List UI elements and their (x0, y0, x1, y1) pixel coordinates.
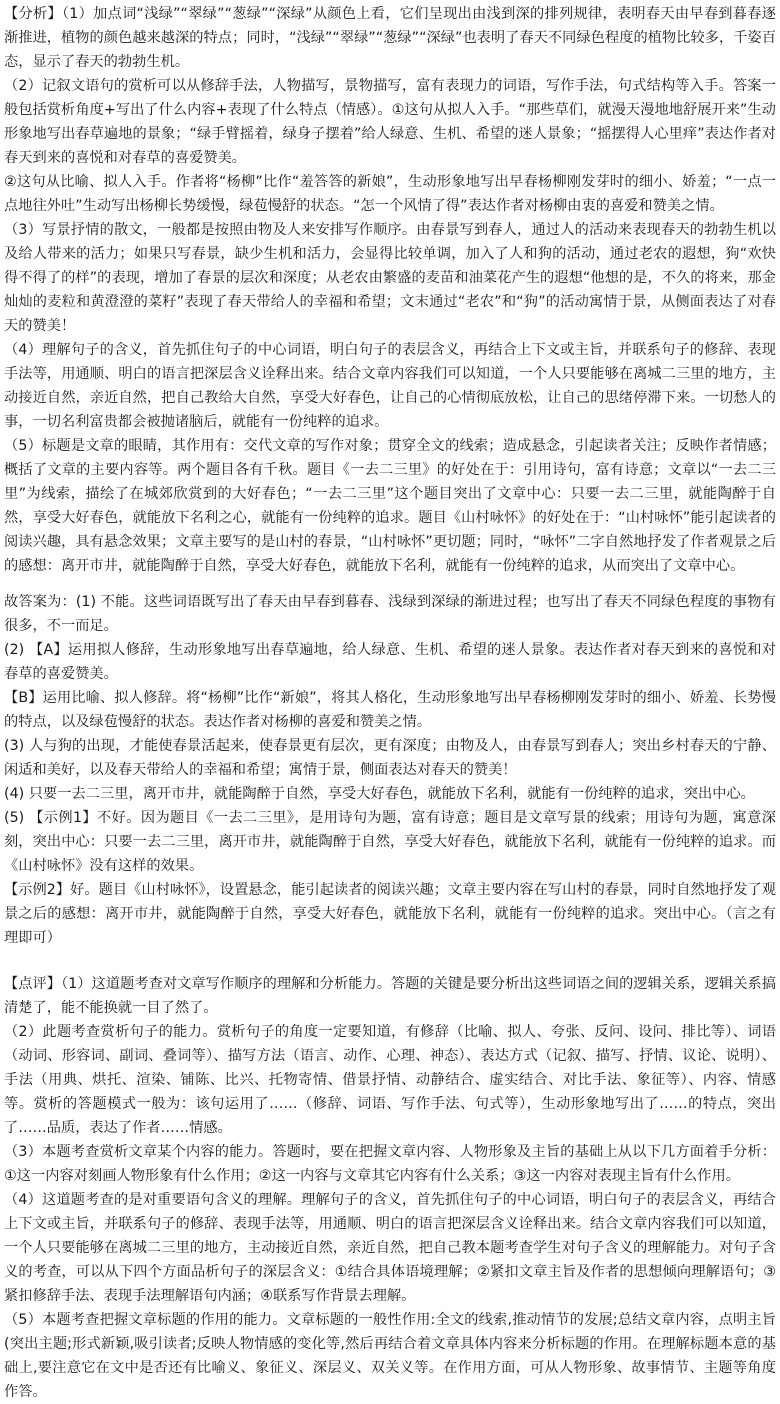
answer-paragraph-4: (3) 人与狗的出现，才能使春景活起来，使春景更有层次，更有深度；由物及人，由春景写到春人；突出乡村春天的宁静、闲适和美好，以及春天带给人的幸福和希望；寓情于景，侧面表达对春天的赞美！ (4, 738, 776, 778)
section-spacer (4, 578, 776, 590)
analysis-paragraph-3: ②这句从比喻、拟人入手。作者将“杨柳”比作“羞答答的新娘”，生动形象地写出早春杨柳刚发芽时的细小、娇羞；“一点一点地往外吐”生动写出杨柳长势缓慢，绿苞慢舒的状态。“怎一个风情了得”表达作者对杨柳由衷的喜爱和赞美之情。 (4, 174, 776, 214)
review-paragraph-1: 【点评】（1）这道题考查对文章写作顺序的理解和分析能力。答题的关键是要分析出这些词语之间的逻辑关系，逻辑关系搞清楚了，能不能换就一目了然了。 (4, 976, 776, 1016)
analysis-section (4, 2, 776, 578)
analysis-paragraph-4: （3）写景抒情的散文，一般都是按照由物及人来安排写作顺序。由春景写到春人，通过人的活动来表现春天的勃勃生机以及给人带来的活力；如果只写春景，缺少生机和活力，会显得比较单调，加入了人和狗的活动，通过老农的遐想，狗“欢快得不得了的样”的表现，增加了春景的层次和深度；从老农由繁盛的麦苗和油菜花产生的遐想“他想的是，不久的将来，那金灿灿的麦粒和黄澄澄的菜籽”表现了春天带给人的幸福和希望；文末通过“老农”和“狗”的活动寓情于景，从侧面表达了对春天的赞美！ (4, 222, 776, 334)
answer-paragraph-3: 【B】运用比喻、拟人修辞。将“杨柳”比作“新娘”，将其人格化，生动形象地写出早春杨柳刚发芽时的细小、娇羞、长势慢的特点，以及绿苞慢舒的状态。表达作者对杨柳的喜爱和赞美之情。 (4, 690, 776, 730)
answers-section (4, 590, 776, 950)
review-paragraph-5: （5）本题考查把握文章标题的作用的能力。文章标题的一般性作用:全文的线索,推动情节的发展;总结文章内容，点明主旨(突出主题;形式新颖,吸引读者;反映人物情感的变化等,然后再结合着文章具体内容来分析标题的作用。在理解标题本意的基础上,要注意它在文中是否还有比喻义、象征义、深层义、双关义等。在作用方面，可从人物形象、故事情节、主题等角度作答。 (4, 1312, 776, 1400)
analysis-paragraph-6: （5）标题是文章的眼睛，其作用有：交代文章的写作对象；贯穿全文的线索；造成悬念，引起读者关注；反映作者情感；概括了文章的主要内容等。两个题目各有千秋。题目《一去二三里》的好处在于：引用诗句，富有诗意；文章以“一去二三里”为线索，描绘了在城郊欣赏到的大好春色；“一去二三里”这个题目突出了文章中心：只要一去二三里，就能陶醉于自然，享受大好春色，就能放下名利之心，就能有一份纯粹的追求。题目《山村咏怀》的好处在于：“山村咏怀”能引起读者的阅读兴趣，具有悬念效果；文章主要写的是山村的春景，“山村咏怀”更切题；同时，“咏怀”二字自然地抒发了作者观景之后的感想：离开市井，就能陶醉于自然，享受大好春色，就能放下名利，就能有一份纯粹的追求，从而突出了文章中心。 (4, 438, 776, 574)
review-section (4, 972, 776, 1404)
answer-paragraph-6: (5) 【示例1】不好。因为题目《一去二三里》，是用诗句为题，富有诗意；题目是文章写景的线索；用诗句为题，寓意深刻，突出中心：只要一去二三里，离开市井，就能陶醉于自然，享受大好春色，就能放下名利，就能有一份纯粹的追求。而《山村咏怀》没有这样的效果。 (4, 810, 776, 874)
analysis-paragraph-1: 【分析】（1）加点词“浅绿”“翠绿”“葱绿”“深绿”从颜色上看，它们呈现出由浅到深的排列规律，表明春天由早春到暮春逐渐推进，植物的颜色越来越深的特点；同时，“浅绿”“翠绿”“葱绿”“深绿”也表明了春天不同绿色程度的植物比较多，千姿百态，显示了春天的勃勃生机。 (4, 6, 776, 70)
answer-paragraph-2: (2) 【A】运用拟人修辞，生动形象地写出春草遍地，给人绿意、生机、希望的迷人景象。表达作者对春天到来的喜悦和对春草的喜爱赞美。 (4, 642, 776, 682)
section-spacer (4, 950, 776, 972)
answer-paragraph-1: 故答案为：(1) 不能。这些词语既写出了春天由早春到暮春、浅绿到深绿的渐进过程；也写出了春天不同绿色程度的事物有很多，不一而足。 (4, 594, 776, 634)
answer-paragraph-7: 【示例2】好。题目《山村咏怀》，设置悬念，能引起读者的阅读兴趣；文章主要内容在写山村的春景，同时自然地抒发了观景之后的感想：离开市井，就能陶醉于自然，享受大好春色，就能放下名利，就能有一份纯粹的追求。突出中心。（言之有理即可） (4, 882, 776, 946)
analysis-paragraph-5: （4）理解句子的含义，首先抓住句子的中心词语，明白句子的表层含义，再结合上下文或主旨，并联系句子的修辞、表现手法等，用通顺、明白的语言把深层含义诠释出来。结合文章内容我们可以知道，一个人只要能够在离城二三里的地方，主动接近自然，亲近自然，把自己教给大自然，享受大好春色，让自己的心情彻底放松，让自己的思绪停滞下来。一切愁人的事，一切名利富贵都会被抛诸脑后，就能有一份纯粹的追求。 (4, 342, 776, 430)
review-paragraph-4: （4）这道题考查的是对重要语句含义的理解。理解句子的含义，首先抓住句子的中心词语，明白句子的表层含义，再结合上下文或主旨，并联系句子的修辞、表现手法等，用通顺、明白的语言把深层含义诠释出来。结合文章内容我们可以知道，一个人只要能够在离城二三里的地方，主动接近自然，亲近自然，把自己教本题考查学生对句子含义的理解能力。对句子含义的考查，可以从下四个方面品析句子的深层含义：①结合具体语境理解；②紧扣文章主旨及作者的思想倾向理解语句；③紧扣修辞手法、表现手法理解语句内涵；④联系写作背景去理解。 (4, 1192, 776, 1304)
review-paragraph-3: （3）本题考查赏析文章某个内容的能力。答题时，要在把握文章内容、人物形象及主旨的基础上从以下几方面着手分析：①这一内容对刻画人物形象有什么作用；②这一内容与文章其它内容有什么关系；③这一内容对表现主旨有什么作用。 (4, 1144, 776, 1184)
answer-paragraph-5: (4) 只要一去二三里，离开市井，就能陶醉于自然，享受大好春色，就能放下名利，就能有一份纯粹的追求，突出中心。 (4, 786, 755, 802)
review-paragraph-2: （2）此题考查赏析句子的能力。赏析句子的角度一定要知道，有修辞（比喻、拟人、夸张、反问、设问、排比等）、词语（动词、形容词、副词、叠词等）、描写方法（语言、动作、心理、神态）、表达方式（记叙、描写、抒情、议论、说明）、手法（用典、烘托、渲染、铺陈、比兴、托物寄情、借景抒情、动静结合、虚实结合、对比手法、象征等）、内容、情感等。赏析的答题模式一般为：该句运用了……（修辞、词语、写作手法、句式等），生动形象地写出了……的特点，突出了……品质，表达了作者……情感。 (4, 1024, 776, 1136)
analysis-paragraph-2: （2）记叙文语句的赏析可以从修辞手法，人物描写，景物描写，富有表现力的词语，写作手法，句式结构等入手。答案一般包括赏析角度+写出了什么内容+表现了什么特点（情感）。①这句从拟人入手。“那些草们，就漫天漫地地舒展开来”生动形象地写出春草遍地的景象；“绿手臂摇着，绿身子摆着”给人绿意、生机、希望的迷人景象；“摇摆得人心里痒”表达作者对春天到来的喜悦和对春草的喜爱赞美。 (4, 78, 776, 166)
